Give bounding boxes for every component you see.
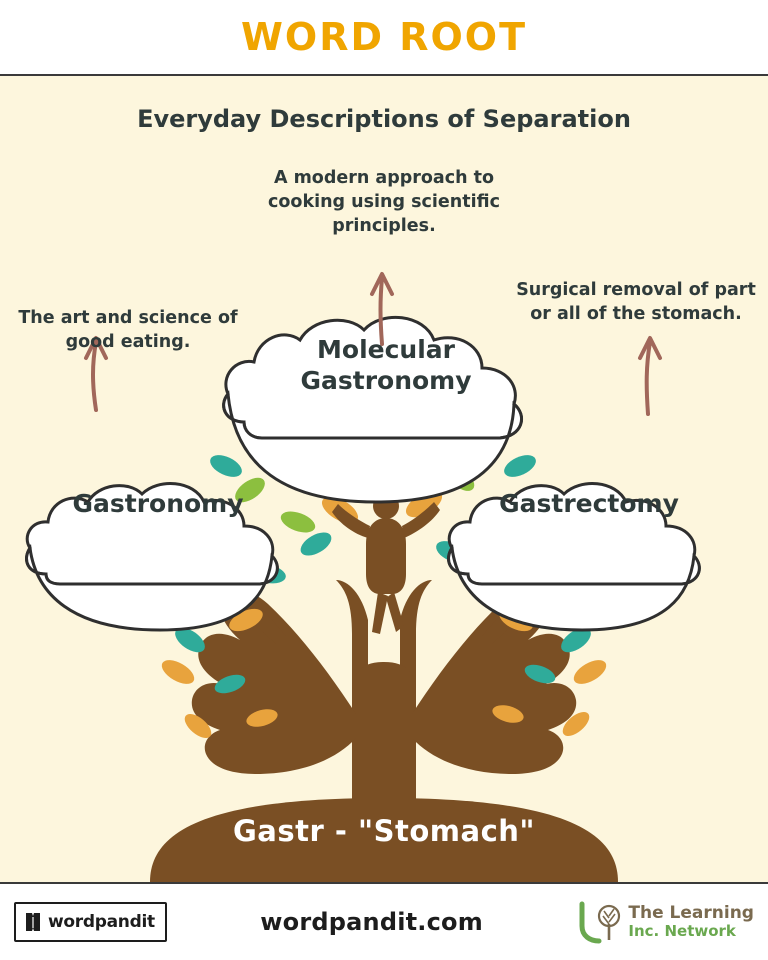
brand-line-two: Inc. Network	[628, 922, 736, 941]
annotation-right-text: Surgical removal of part or all of the stomach.	[516, 280, 756, 325]
brand-line-one: The Learning	[628, 903, 754, 924]
cloud-label-gastronomy: Gastronomy	[72, 489, 244, 518]
diagram-canvas	[0, 74, 768, 882]
book-icon	[24, 911, 42, 933]
footer-bar	[0, 882, 768, 960]
cloud-label-molecular-gastronomy: Molecular Gastronomy	[300, 335, 472, 396]
tree-leaf-icon	[576, 900, 622, 944]
annotation-top-text: A modern approach to cooking using scientific principles.	[268, 168, 500, 237]
brand-text-block	[628, 904, 754, 940]
page-title: WORD ROOT	[240, 15, 528, 59]
root-banner-label: Gastr - "Stomach"	[232, 814, 536, 848]
footer-site-url[interactable]: wordpandit.com	[260, 908, 483, 936]
subtitle: Everyday Descriptions of Separation	[137, 105, 631, 133]
annotation-left-text: The art and science of good eating.	[18, 308, 238, 353]
wordpandit-logo[interactable]	[14, 902, 167, 942]
wordpandit-logo-text: wordpandit	[48, 912, 155, 932]
learning-network-logo[interactable]	[576, 900, 754, 944]
arrow-right	[640, 338, 660, 414]
header-bar	[0, 0, 768, 76]
child-silhouette	[332, 493, 440, 634]
cloud-label-gastrectomy: Gastrectomy	[499, 489, 679, 518]
